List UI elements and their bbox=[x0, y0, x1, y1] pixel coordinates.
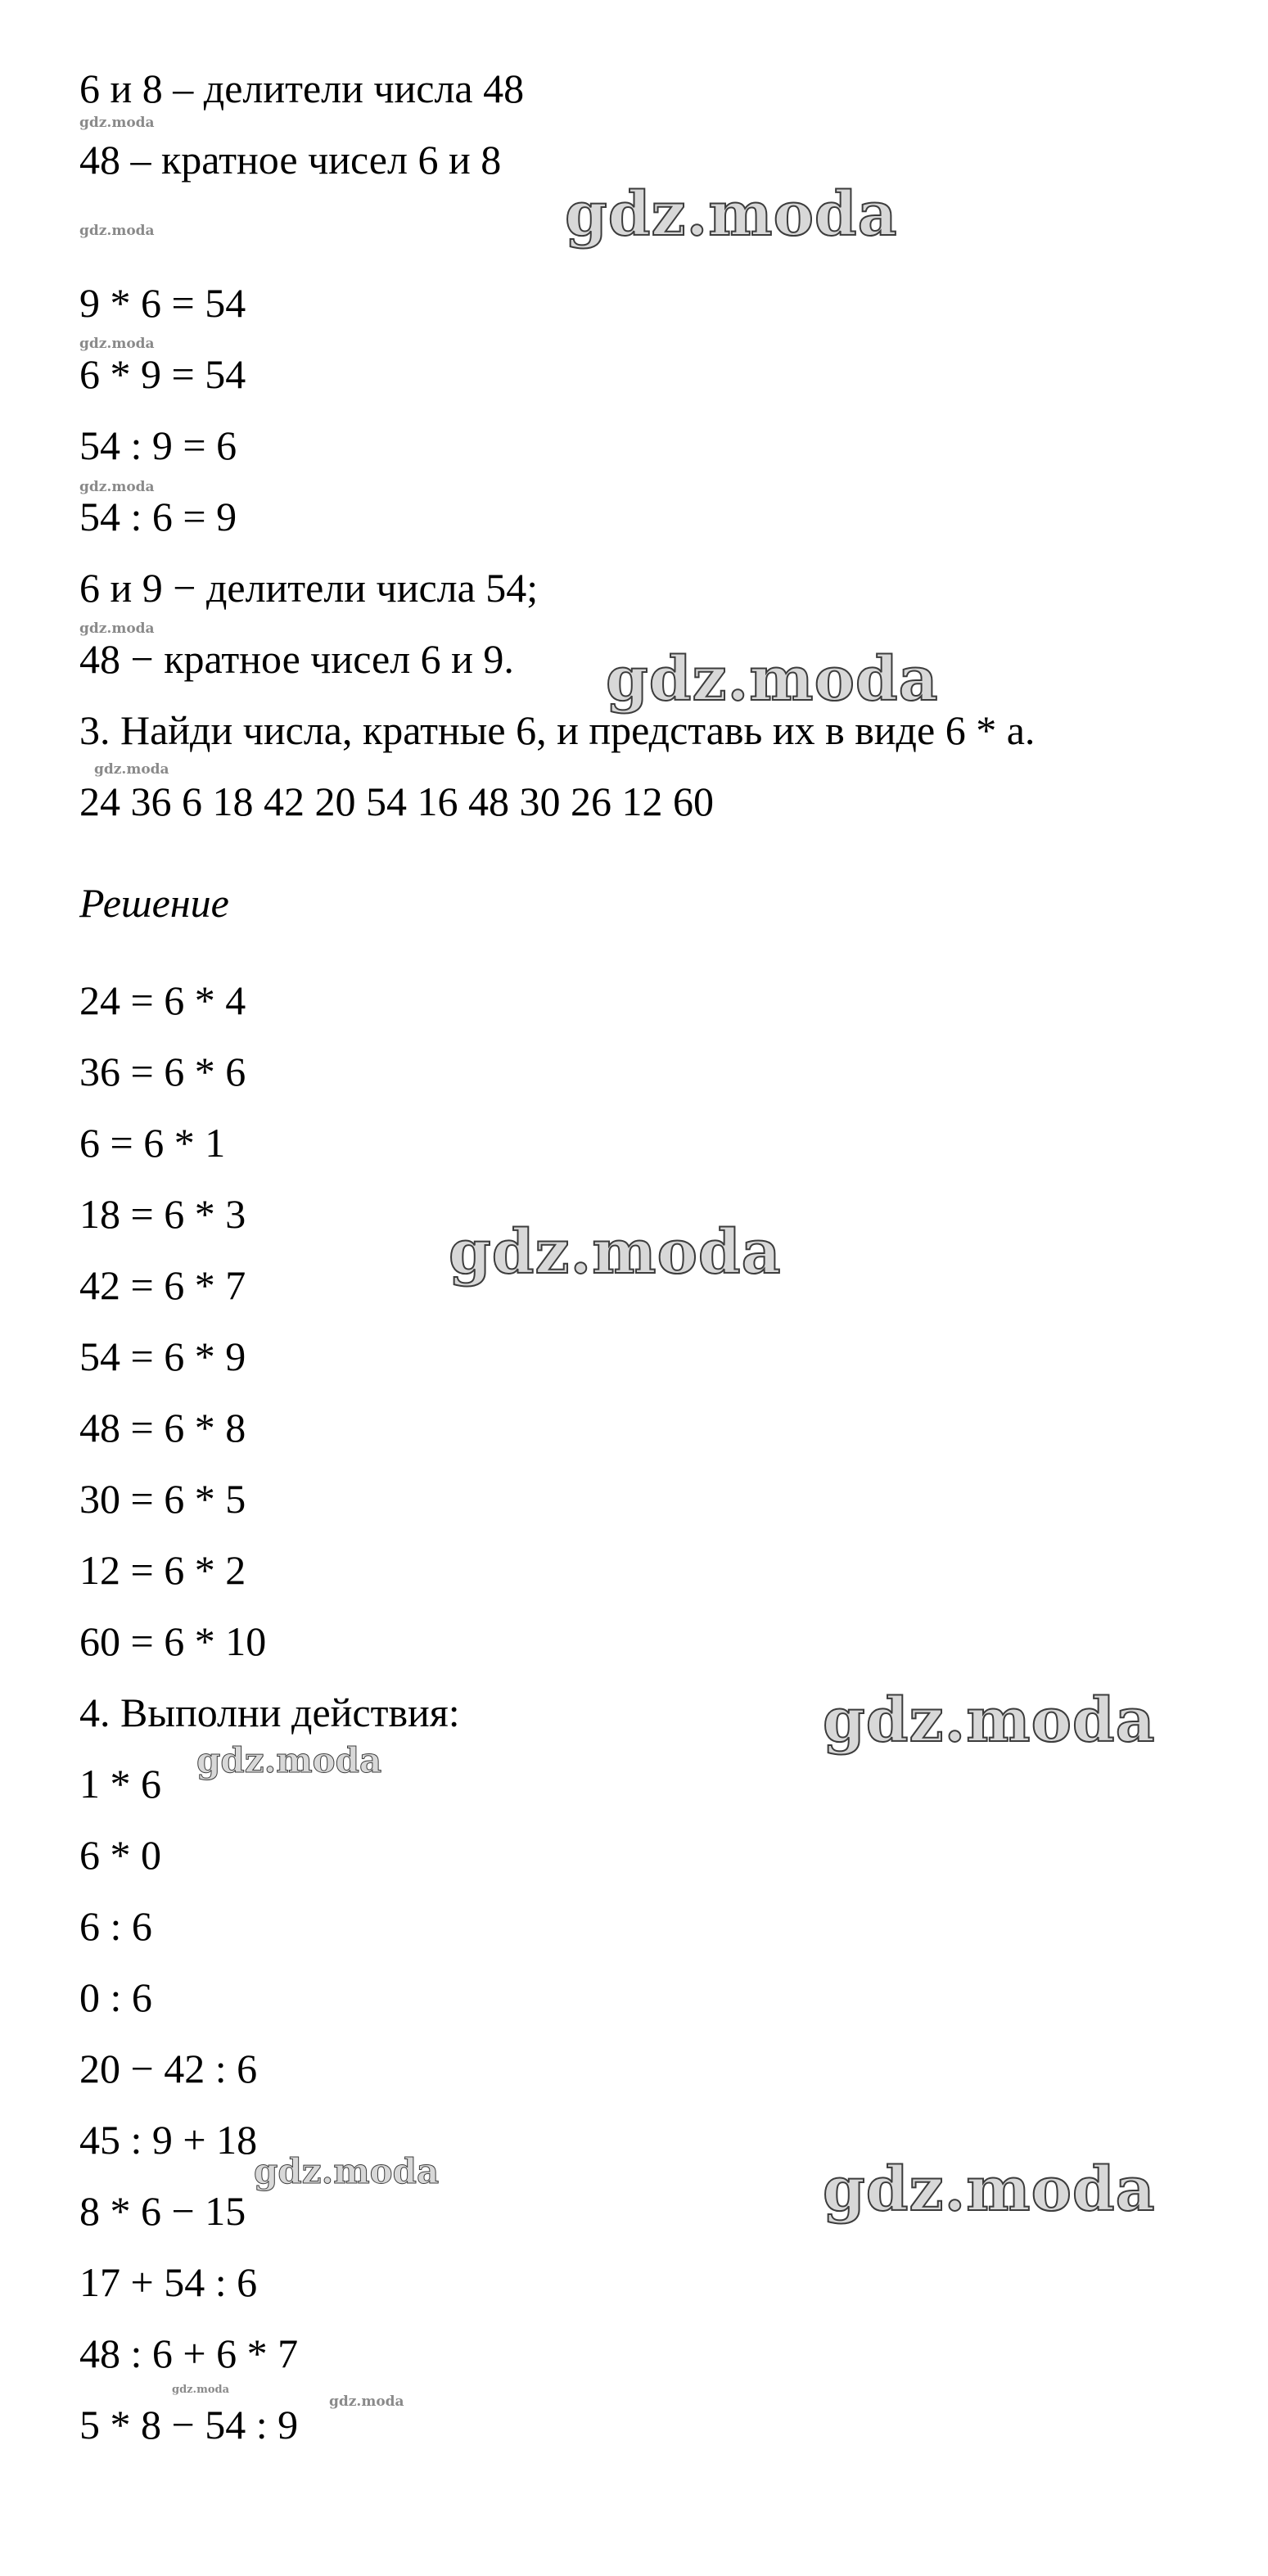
watermark: gdz.moda bbox=[79, 223, 155, 239]
watermark: gdz.moda bbox=[823, 1685, 1156, 1756]
text-line: 12 = 6 * 2 bbox=[79, 1547, 246, 1593]
text-line: 54 : 6 = 9 bbox=[79, 494, 237, 539]
text-line: 30 = 6 * 5 bbox=[79, 1476, 246, 1522]
text-line: 0 : 6 bbox=[79, 1974, 152, 2020]
text-line: 36 = 6 * 6 bbox=[79, 1049, 246, 1094]
text-line: 6 и 9 − делители числа 54; bbox=[79, 565, 539, 611]
watermark: gdz.moda bbox=[329, 2393, 404, 2410]
watermark: gdz.moda bbox=[606, 644, 939, 715]
watermark: gdz.moda bbox=[565, 179, 898, 250]
text-line: 45 : 9 + 18 bbox=[79, 2117, 258, 2163]
watermark: gdz.moda bbox=[172, 2384, 230, 2396]
text-line: 6 * 9 = 54 bbox=[79, 351, 246, 397]
text-line: 17 + 54 : 6 bbox=[79, 2259, 258, 2305]
text-line: 42 = 6 * 7 bbox=[79, 1262, 246, 1308]
text-line: 48 = 6 * 8 bbox=[79, 1405, 246, 1450]
watermark: gdz.moda bbox=[94, 761, 169, 778]
text-line: 8 * 6 − 15 bbox=[79, 2188, 246, 2234]
watermark: gdz.moda bbox=[79, 479, 155, 495]
text-line: 48 : 6 + 6 * 7 bbox=[79, 2330, 299, 2376]
watermark: gdz.moda bbox=[196, 1740, 382, 1780]
watermark: gdz.moda bbox=[79, 620, 155, 637]
text-line: 48 − кратное чисел 6 и 9. bbox=[79, 636, 514, 682]
text-line: 20 − 42 : 6 bbox=[79, 2046, 258, 2091]
watermark: gdz.moda bbox=[79, 115, 155, 131]
task-4-heading: 4. Выполни действия: bbox=[79, 1690, 460, 1735]
text-line: 1 * 6 bbox=[79, 1761, 161, 1807]
watermark: gdz.moda bbox=[449, 1217, 782, 1288]
text-line: 24 = 6 * 4 bbox=[79, 977, 246, 1023]
text-line: 6 = 6 * 1 bbox=[79, 1120, 226, 1166]
text-line: 6 : 6 bbox=[79, 1903, 152, 1949]
text-line: 54 : 9 = 6 bbox=[79, 422, 237, 468]
text-line: 18 = 6 * 3 bbox=[79, 1191, 246, 1237]
text-line: 6 * 0 bbox=[79, 1832, 161, 1878]
text-line: 6 и 8 – делители числа 48 bbox=[79, 65, 525, 111]
solution-label: Решение bbox=[79, 880, 229, 926]
watermark: gdz.moda bbox=[79, 336, 155, 352]
watermark: gdz.moda bbox=[823, 2154, 1156, 2225]
text-line: 54 = 6 * 9 bbox=[79, 1333, 246, 1379]
text-line: 9 * 6 = 54 bbox=[79, 280, 246, 326]
text-line: 48 – кратное чисел 6 и 8 bbox=[79, 137, 502, 183]
task-3-heading: 3. Найди числа, кратные 6, и представь их в виде 6 * a. bbox=[79, 707, 1036, 753]
watermark: gdz.moda bbox=[254, 2151, 440, 2191]
text-line: 5 * 8 − 54 : 9 bbox=[79, 2402, 299, 2447]
number-list: 24 36 6 18 42 20 54 16 48 30 26 12 60 bbox=[79, 778, 714, 824]
text-line: 60 = 6 * 10 bbox=[79, 1618, 267, 1664]
